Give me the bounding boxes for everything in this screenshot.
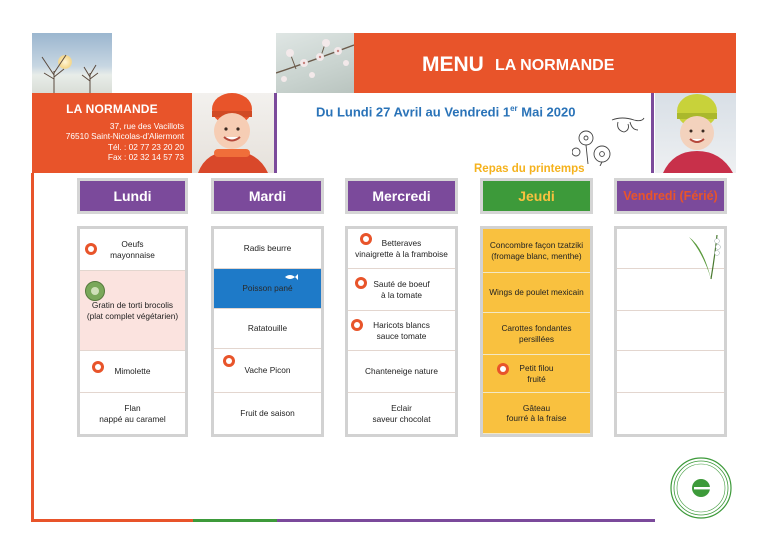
theme-label: Repas du printemps: [474, 163, 585, 175]
local-product-icon: [360, 233, 372, 245]
menu-item: [483, 229, 590, 273]
dish-text: Gâteau fourré à la fraise: [506, 402, 567, 423]
dish-text: Radis beurre: [243, 243, 292, 254]
green-circle-logo-icon: [668, 455, 734, 521]
day-header-vendredi: [614, 178, 727, 214]
dish-text: Mimolette: [114, 366, 151, 377]
local-product-icon: [223, 355, 235, 367]
dish-text: Sauté de boeuf à la tomate: [373, 279, 430, 300]
local-product-icon: [92, 361, 104, 373]
dish-text: Ratatouille: [247, 323, 288, 334]
dates-sup: er: [510, 104, 518, 113]
dish-text: Concombre façon tzatziki (fromage blanc, menthe): [489, 240, 584, 261]
dish-text: Fruit de saison: [240, 408, 295, 419]
menu-item-highlighted: [214, 269, 321, 309]
dish-text: Poisson pané: [242, 283, 293, 294]
dish-text: Eclair saveur chocolat: [372, 403, 431, 424]
frame-left-line: [31, 173, 34, 522]
menu-item: [214, 309, 321, 349]
menu-item: [617, 229, 724, 269]
address-fax: Fax : 02 32 14 57 73: [107, 151, 184, 162]
menu-item: [483, 313, 590, 355]
menu-word: MENU: [422, 53, 484, 76]
header-divider-left: [274, 93, 277, 173]
dish-text: Chanteneige nature: [365, 366, 438, 377]
local-product-icon: [351, 319, 363, 331]
local-product-icon: [85, 243, 97, 255]
day-label-lundi: Lundi: [80, 181, 185, 211]
dish-text: Wings de poulet mexicain: [489, 287, 584, 298]
dish-text: Flan nappé au caramel: [99, 403, 166, 424]
menu-dates: [316, 104, 575, 119]
menu-item: [80, 229, 185, 271]
day-label-vendredi: Vendredi (Férié): [617, 181, 724, 211]
girl-illustration-icon: [192, 93, 276, 173]
header-divider-right: [651, 93, 654, 173]
menu-item: [214, 229, 321, 269]
day-header-mercredi: [345, 178, 458, 214]
vegetarian-icon: [85, 281, 105, 301]
menu-column-mercredi: [345, 226, 458, 437]
dish-text: Carottes fondantes persillées: [501, 323, 572, 344]
menu-item: [348, 351, 455, 393]
day-header-jeudi: [480, 178, 593, 214]
child-with-yellow-hat-photo: [655, 93, 736, 173]
winter-tree-photo: [32, 33, 112, 93]
frame-bottom-purple: [277, 519, 655, 522]
menu-item: [483, 393, 590, 434]
boy-illustration-icon: [655, 93, 736, 173]
fish-icon: [284, 273, 298, 281]
address-city: 76510 Saint-Nicolas-d'Aliermont: [65, 131, 184, 142]
frame-bottom-orange: [31, 519, 193, 522]
menu-item: [80, 351, 185, 393]
day-label-mercredi: Mercredi: [348, 181, 455, 211]
day-header-mardi: [211, 178, 324, 214]
menu-item-empty: [617, 311, 724, 351]
dish-text: Betteraves vinaigrette à la framboise: [355, 238, 448, 259]
dish-text: Vache Picon: [244, 365, 291, 376]
menu-item: [214, 393, 321, 434]
dish-text: Petit filou fruité: [519, 363, 554, 384]
blossom-photo: [276, 33, 354, 93]
blossom-branch-icon: [276, 33, 354, 93]
menu-column-vendredi: [614, 226, 727, 437]
menu-name: LA NORMANDE: [495, 57, 615, 74]
menu-item: [348, 393, 455, 434]
dates-suffix: Mai 2020: [517, 104, 576, 120]
day-header-lundi: [77, 178, 188, 214]
menu-item: [483, 273, 590, 313]
menu-item-empty: [617, 269, 724, 311]
address-street: 37, rue des Vacillots: [109, 121, 184, 131]
tree-silhouette-icon: [32, 33, 112, 93]
child-with-hat-photo: [192, 93, 276, 173]
day-label-mardi: Mardi: [214, 181, 321, 211]
menu-item: [348, 229, 455, 269]
address-phone: Tél. : 02 77 23 20 20: [107, 141, 184, 152]
menu-column-jeudi: [480, 226, 593, 437]
birds-and-flowers-sketch-icon: [572, 114, 646, 166]
dish-text: Gratin de torti brocolis (plat complet végétarien): [86, 300, 179, 321]
menu-column-mardi: [211, 226, 324, 437]
local-product-icon: [355, 277, 367, 289]
dates-prefix: Du Lundi 27 Avril au Vendredi 1: [316, 104, 511, 120]
dish-text: Haricots blancs sauce tomate: [373, 320, 430, 341]
frame-bottom-green: [193, 519, 277, 522]
address-box: [32, 93, 192, 173]
menu-column-lundi: [77, 226, 188, 437]
address-lines: [66, 121, 184, 162]
dish-text: Oeufs mayonnaise: [110, 239, 155, 260]
local-product-icon: [497, 363, 509, 375]
restaurant-name: LA NORMANDE: [66, 102, 158, 116]
menu-item-empty: [617, 393, 724, 434]
menu-title-banner: [354, 33, 736, 93]
day-label-jeudi: Jeudi: [483, 181, 590, 211]
menu-item: [483, 355, 590, 393]
menu-item: [348, 269, 455, 311]
menu-item-empty: [617, 351, 724, 393]
menu-item: [214, 349, 321, 393]
menu-item-highlighted: [80, 271, 185, 351]
menu-item: [348, 311, 455, 351]
menu-item: [80, 393, 185, 434]
